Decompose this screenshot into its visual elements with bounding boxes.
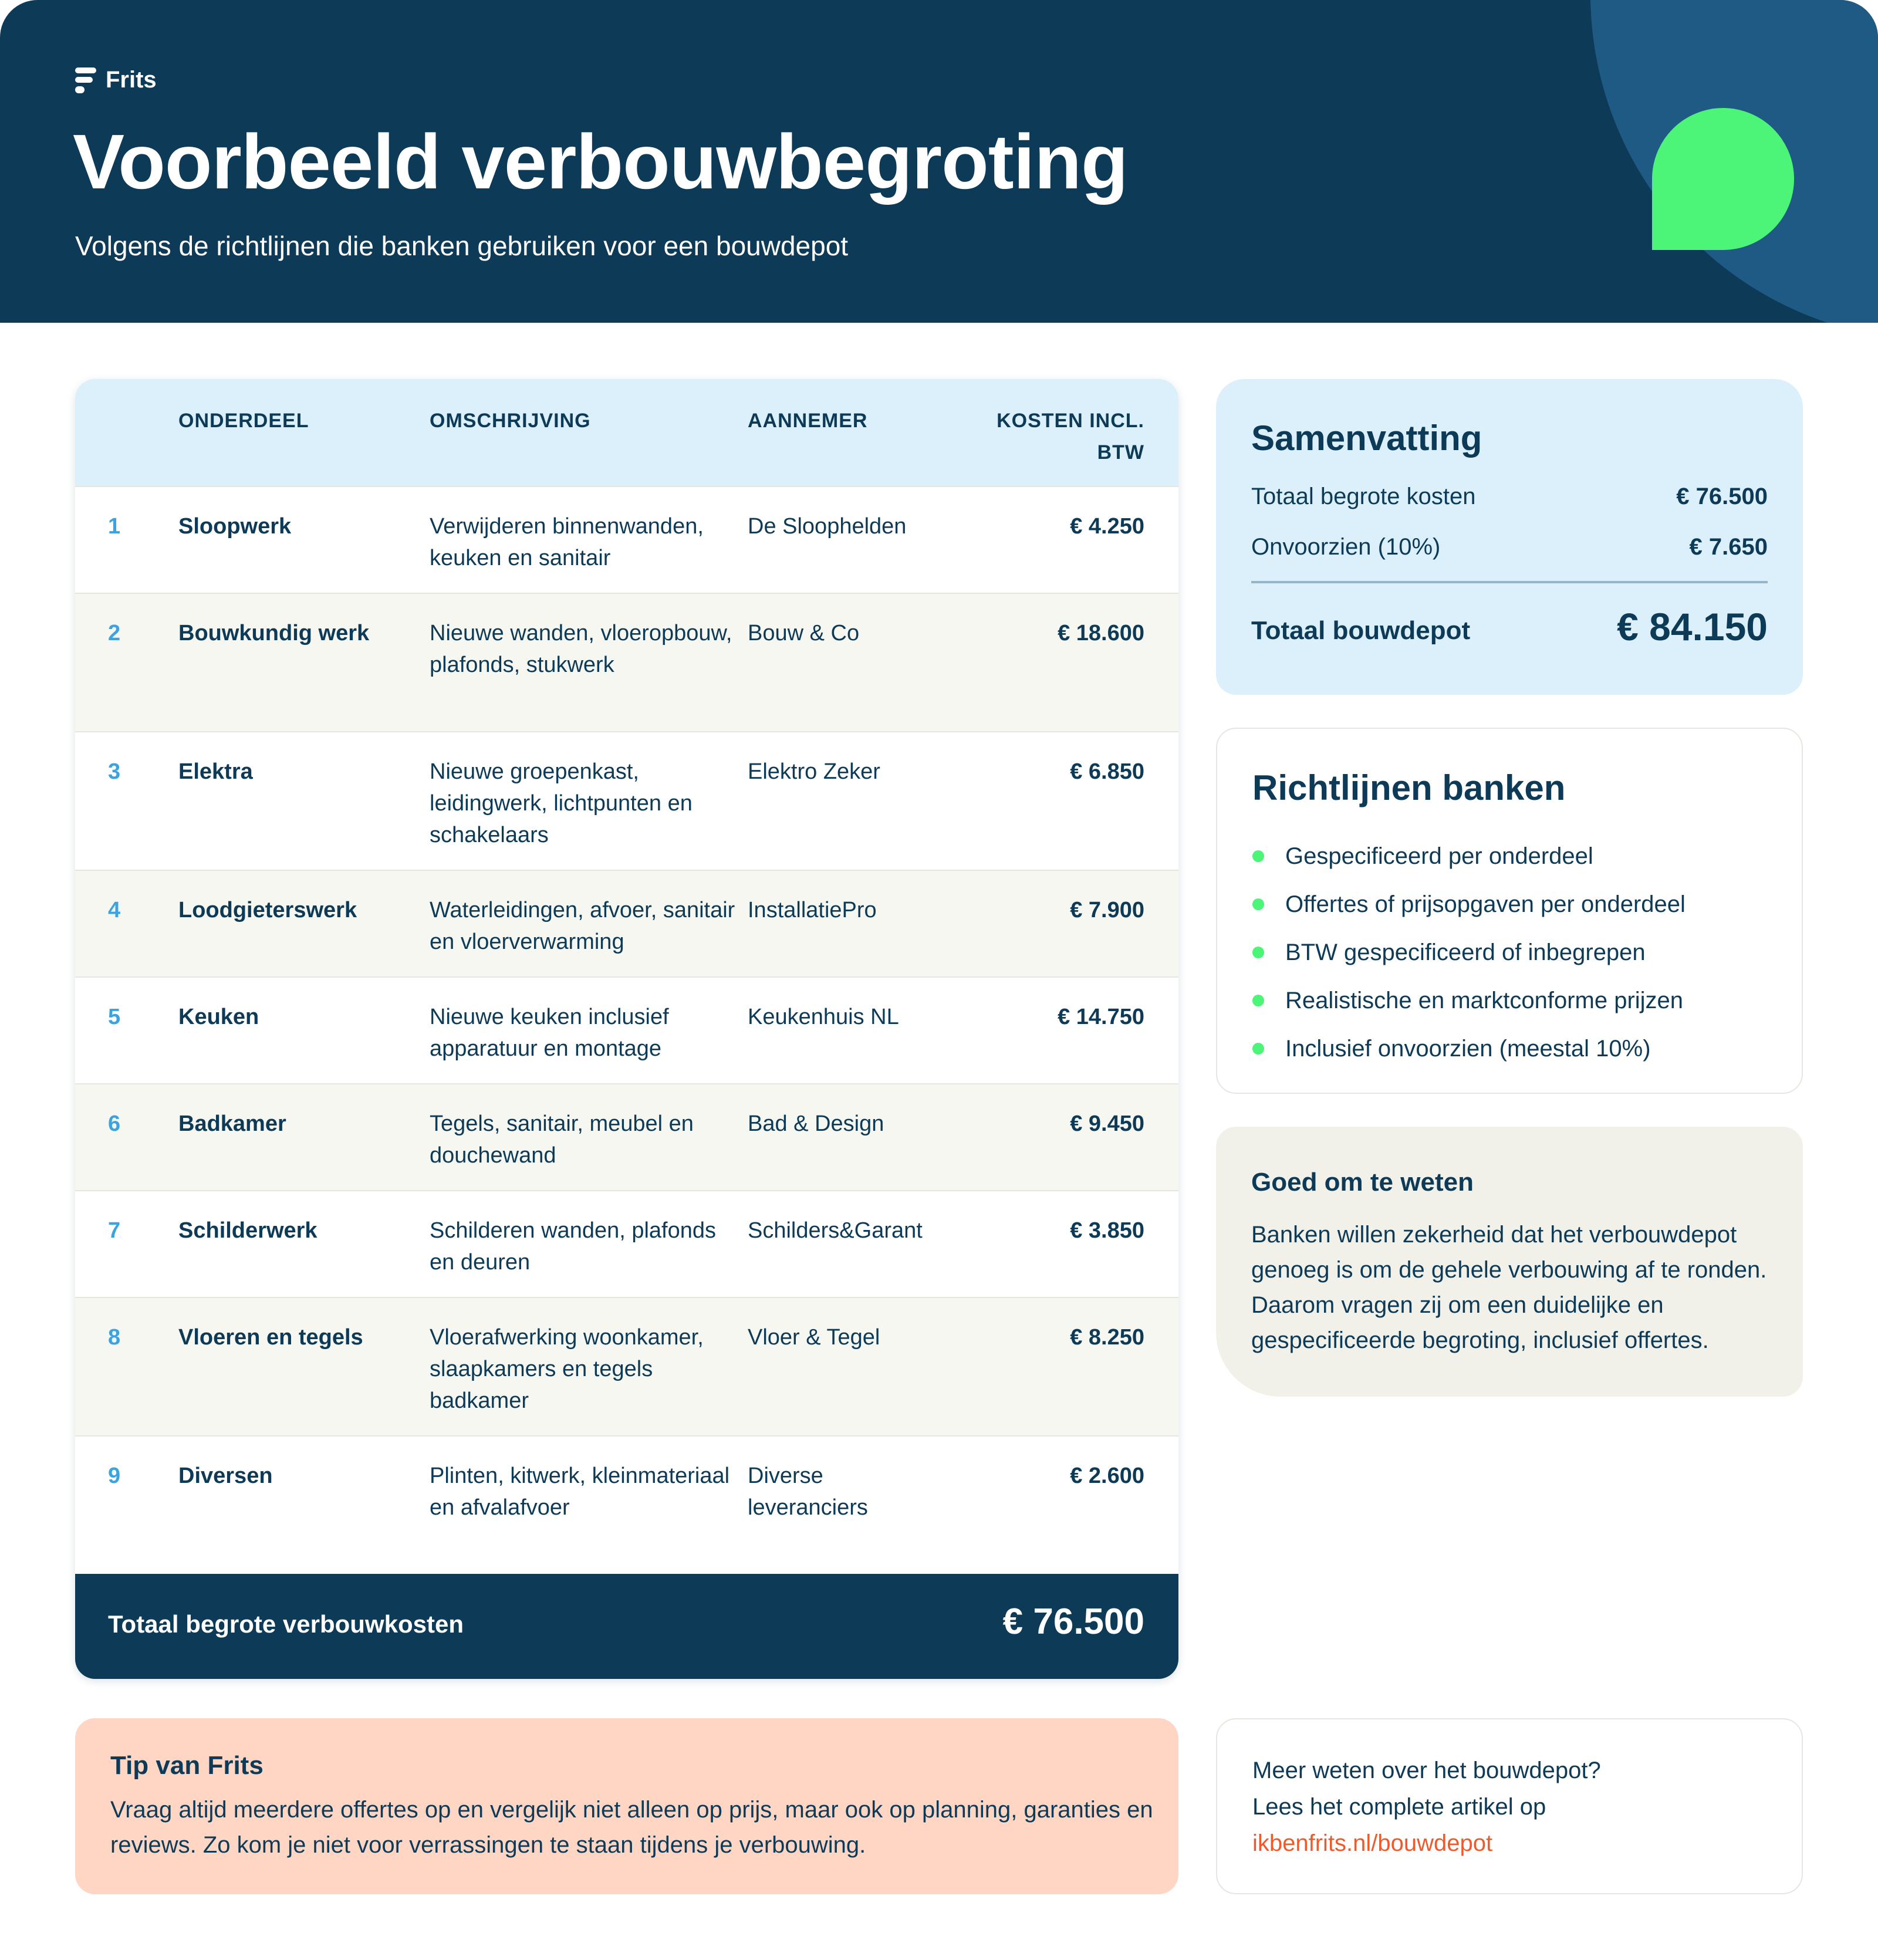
bullet-dot-icon (1252, 850, 1264, 862)
summary-divider (1251, 581, 1768, 583)
list-item (1252, 832, 1686, 880)
row-aannemer: Bouw & Co (748, 621, 860, 646)
row-onderdeel: Badkamer (178, 1111, 286, 1136)
row-onderdeel: Schilderwerk (178, 1218, 317, 1243)
summary-row-value: € 76.500 (1676, 484, 1768, 509)
row-aannemer: InstallatiePro (748, 898, 877, 922)
list-item (1252, 928, 1686, 976)
column-header-kosten-line1: KOSTEN INCL. (997, 410, 1144, 432)
row-kosten: € 9.450 (1070, 1111, 1144, 1136)
row-omschrijving: Tegels, sanitair, meubel en douchewand (430, 1111, 694, 1168)
header-banner (0, 0, 1878, 323)
good-to-know-title: Goed om te weten (1251, 1168, 1474, 1197)
guidelines-card (1216, 728, 1803, 1094)
summary-total-label: Totaal bouwdepot (1251, 616, 1471, 645)
total-label: Totaal begrote verbouwkosten (108, 1610, 464, 1638)
article-link[interactable]: ikbenfrits.nl/bouwdepot (1252, 1830, 1493, 1856)
row-number: 3 (108, 759, 121, 784)
row-number: 1 (108, 514, 121, 539)
guidelines-list (1252, 832, 1686, 1073)
page-subtitle: Volgens de richtlijnen die banken gebruiken voor een bouwdepot (75, 231, 849, 261)
column-header-kosten (951, 405, 1144, 468)
row-aannemer: De Sloophelden (748, 514, 907, 539)
more-info-card (1216, 1718, 1803, 1894)
row-onderdeel: Keuken (178, 1005, 259, 1029)
row-omschrijving: Verwijderen binnenwanden, keuken en sanitair (430, 514, 704, 570)
table-row (75, 486, 1178, 593)
row-onderdeel: Loodgieterswerk (178, 898, 357, 922)
row-aannemer: Keukenhuis NL (748, 1005, 899, 1029)
guidelines-title: Richtlijnen banken (1252, 768, 1566, 807)
total-value: € 76.500 (1002, 1601, 1144, 1642)
row-aannemer: Vloer & Tegel (748, 1325, 880, 1350)
table-row (75, 1083, 1178, 1190)
frits-logo-icon (75, 67, 99, 93)
row-number: 9 (108, 1464, 121, 1488)
good-to-know-card (1216, 1127, 1803, 1397)
row-omschrijving: Plinten, kitwerk, kleinmateriaal en afvalafvoer (430, 1464, 730, 1520)
row-onderdeel: Elektra (178, 759, 253, 784)
row-number: 4 (108, 898, 121, 922)
row-omschrijving: Waterleidingen, afvoer, sanitair en vloerverwarming (430, 898, 735, 954)
row-aannemer: Diverse leveranciers (748, 1464, 868, 1520)
guideline-text: Realistische en marktconforme prijzen (1285, 988, 1684, 1013)
summary-row-value: € 7.650 (1689, 534, 1768, 560)
row-number: 2 (108, 621, 121, 646)
table-row (75, 870, 1178, 976)
brand-name: Frits (106, 67, 157, 93)
row-kosten: € 2.600 (1070, 1464, 1144, 1488)
row-omschrijving: Schilderen wanden, plafonds en deuren (430, 1218, 717, 1275)
summary-card (1216, 379, 1803, 695)
row-kosten: € 14.750 (1058, 1005, 1144, 1029)
row-aannemer: Schilders&Garant (748, 1218, 923, 1243)
row-number: 5 (108, 1005, 121, 1029)
row-omschrijving: Nieuwe groepenkast, leidingwerk, lichtpunten en schakelaars (430, 759, 693, 847)
tip-card (75, 1718, 1178, 1894)
summary-row (1251, 484, 1768, 510)
good-to-know-text: Banken willen zekerheid dat het verbouwdepot genoeg is om de gehele verbouwing af te ronden. Daarom vragen zij om een duidelijke en gespecificeerde begroting, inclusief offertes. (1251, 1222, 1767, 1353)
guideline-text: Inclusief onvoorzien (meestal 10%) (1285, 1036, 1651, 1062)
bullet-dot-icon (1252, 947, 1264, 958)
summary-row-label: Totaal begrote kosten (1251, 484, 1476, 509)
row-kosten: € 8.250 (1070, 1325, 1144, 1350)
row-omschrijving: Nieuwe wanden, vloeropbouw, plafonds, stukwerk (430, 621, 732, 677)
column-header-omschrijving: OMSCHRIJVING (430, 410, 591, 432)
table-row (75, 731, 1178, 870)
row-kosten: € 7.900 (1070, 898, 1144, 922)
row-aannemer: Elektro Zeker (748, 759, 880, 784)
table-row (75, 1190, 1178, 1297)
decorative-leaf-shape (1652, 108, 1794, 250)
column-header-kosten-line2: BTW (1097, 441, 1144, 464)
more-info-line1: Meer weten over het bouwdepot? (1252, 1758, 1601, 1783)
guideline-text: Offertes of prijsopgaven per onderdeel (1285, 891, 1686, 917)
row-omschrijving: Nieuwe keuken inclusief apparatuur en montage (430, 1005, 669, 1061)
table-header (75, 379, 1178, 486)
summary-total-value: € 84.150 (1617, 605, 1768, 648)
tip-title: Tip van Frits (110, 1751, 264, 1780)
row-aannemer: Bad & Design (748, 1111, 884, 1136)
row-onderdeel: Vloeren en tegels (178, 1325, 363, 1350)
row-number: 6 (108, 1111, 121, 1136)
column-header-onderdeel: ONDERDEEL (178, 410, 309, 432)
row-number: 7 (108, 1218, 121, 1243)
table-row (75, 1435, 1178, 1574)
table-row (75, 1297, 1178, 1435)
more-info-text (1252, 1752, 1601, 1861)
brand-logo[interactable] (75, 67, 157, 93)
table-total-row (75, 1574, 1178, 1679)
row-onderdeel: Bouwkundig werk (178, 621, 370, 646)
row-onderdeel: Sloopwerk (178, 514, 292, 539)
column-header-aannemer: AANNEMER (748, 410, 868, 432)
guideline-text: Gespecificeerd per onderdeel (1285, 843, 1593, 869)
bullet-dot-icon (1252, 898, 1264, 910)
bullet-dot-icon (1252, 1043, 1264, 1055)
row-kosten: € 6.850 (1070, 759, 1144, 784)
row-kosten: € 3.850 (1070, 1218, 1144, 1243)
row-number: 8 (108, 1325, 121, 1350)
summary-title: Samenvatting (1251, 418, 1482, 458)
list-item (1252, 880, 1686, 928)
row-omschrijving: Vloerafwerking woonkamer, slaapkamers en tegels badkamer (430, 1325, 704, 1413)
table-row (75, 976, 1178, 1083)
guideline-text: BTW gespecificeerd of inbegrepen (1285, 940, 1646, 965)
more-info-line2: Lees het complete artikel op (1252, 1794, 1546, 1820)
bullet-dot-icon (1252, 995, 1264, 1006)
list-item (1252, 976, 1686, 1025)
row-kosten: € 18.600 (1058, 621, 1144, 646)
tip-text: Vraag altijd meerdere offertes op en vergelijk niet alleen op prijs, maar ook op planning, garanties en reviews. Zo kom je niet voor verrassingen te staan tijdens je verbouwing. (110, 1797, 1153, 1858)
row-kosten: € 4.250 (1070, 514, 1144, 539)
budget-table (75, 379, 1178, 1679)
row-onderdeel: Diversen (178, 1464, 273, 1488)
summary-row (1251, 534, 1768, 560)
summary-row-label: Onvoorzien (10%) (1251, 534, 1441, 560)
list-item (1252, 1025, 1686, 1073)
page-title: Voorbeeld verbouwbegroting (73, 119, 1128, 205)
table-row (75, 593, 1178, 731)
